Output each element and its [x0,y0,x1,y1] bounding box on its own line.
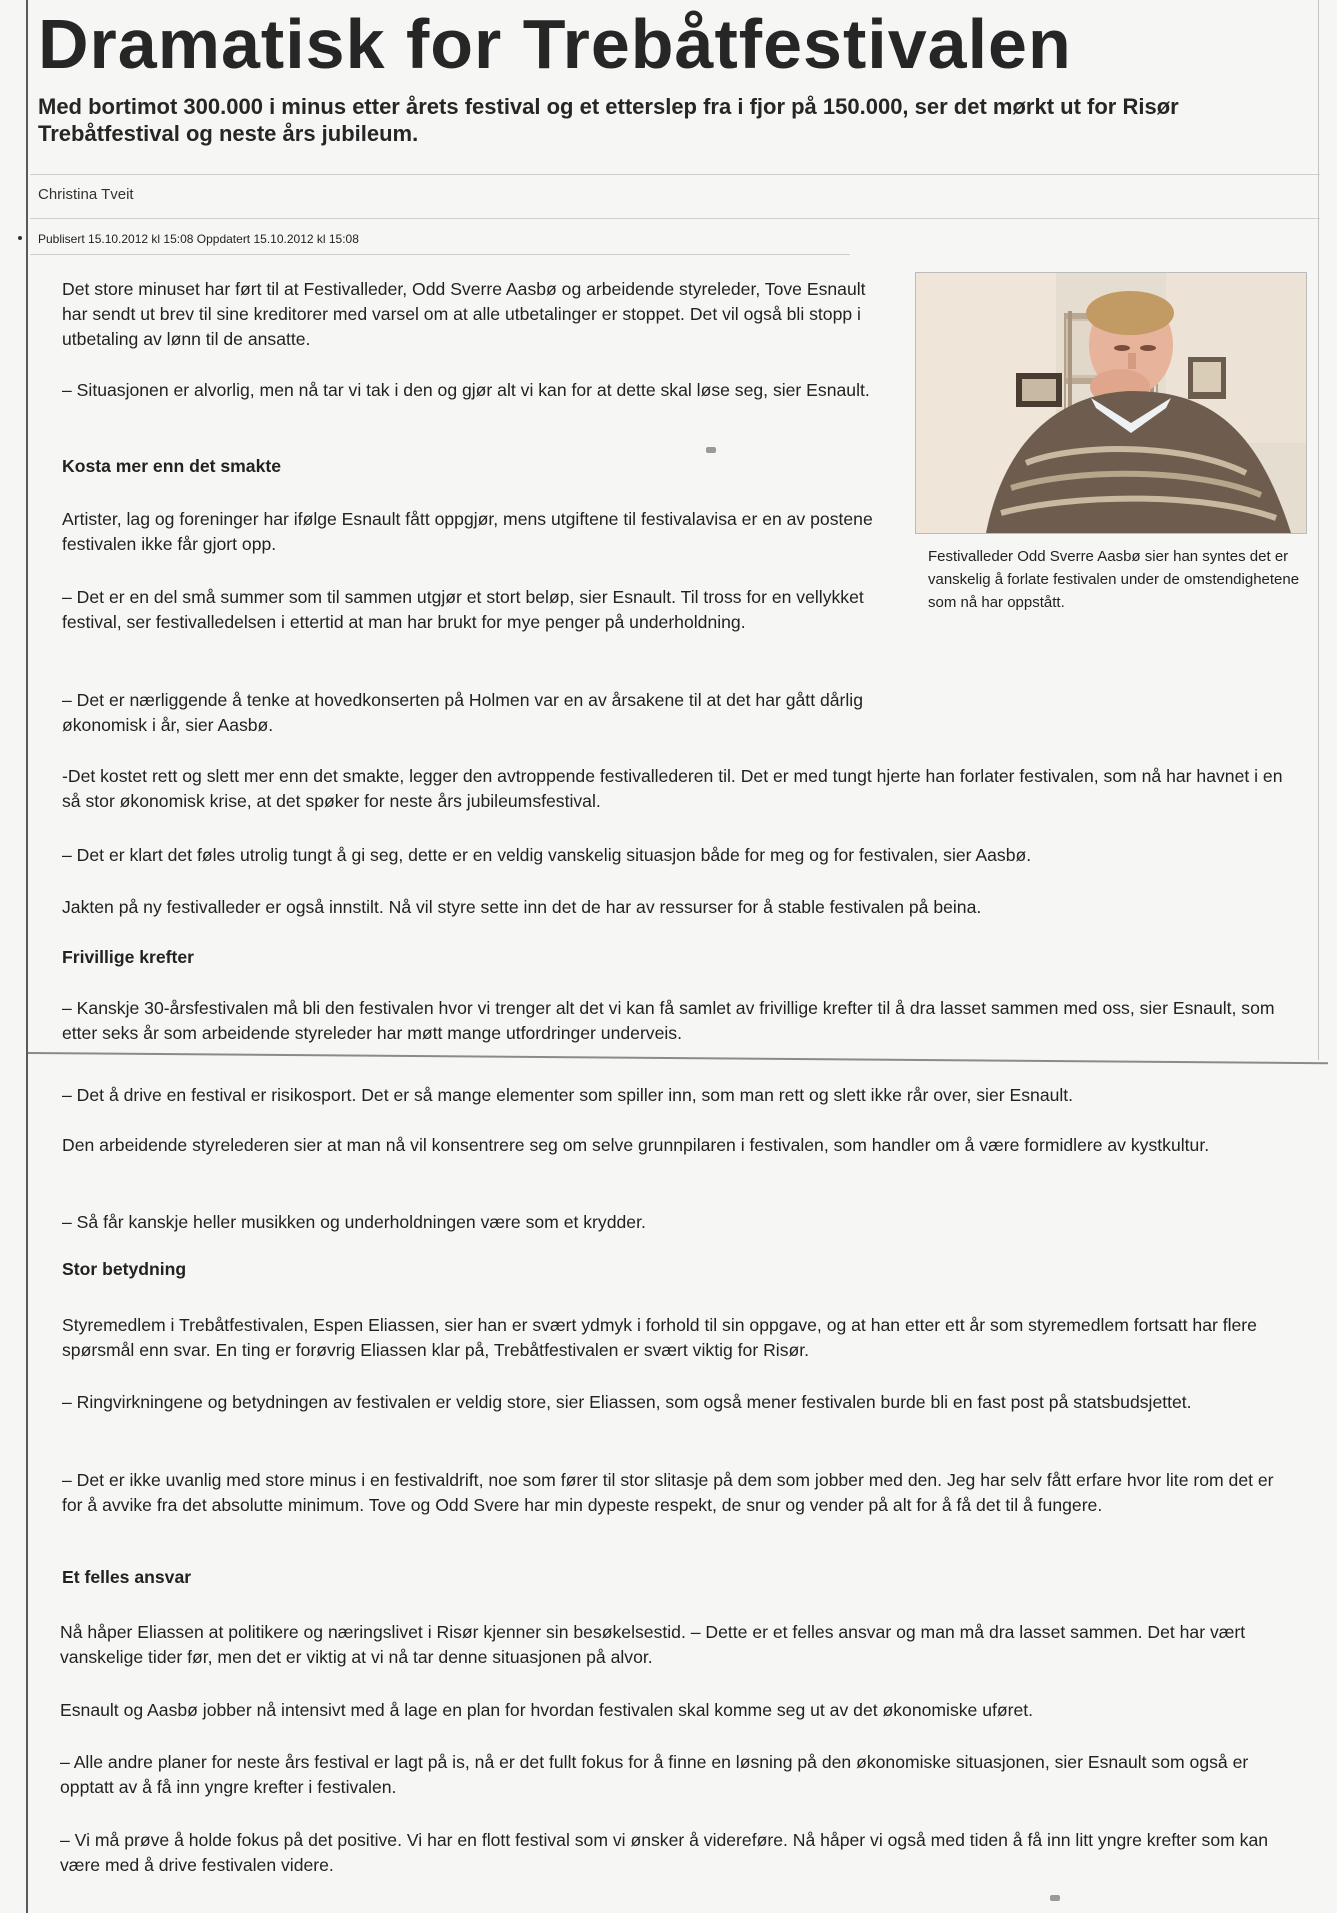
body-paragraph: – Alle andre planer for neste års festival er lagt på is, nå er det fullt fokus for å finne en løsning på den økonomiske situasjonen, sier Esnault som også er opptatt av å få inn yngre krefter i festivalen. [60,1752,1249,1797]
scan-speck [706,447,716,453]
article-headline: Dramatisk for Trebåtfestivalen [38,5,1072,83]
body-paragraph: Nå håper Eliassen at politikere og næringslivet i Risør kjenner sin besøkelsestid. – Dette er et felles ansvar og man må dra lasset sammen. Det har vært vanskelige tider før, men det er viktig at vi nå tar denne situasjonen på alvor. [60,1622,1246,1667]
divider [30,218,1320,219]
body-paragraph: -Det kostet rett og slett mer enn det smakte, legger den avtroppende festivallederen til. Det er med tungt hjerte han forlater festivalen, som nå har havnet i en så stor økonomisk krise, at det spøker for neste års jubileumsfestival. [62,766,1283,811]
body-paragraph: Det store minuset har ført til at Festivalleder, Odd Sverre Aasbø og arbeidende styreleder, Tove Esnault har sendt ut brev til sine kreditorer med varsel om at alle utbetalinger er stoppet. Det vil også bli stopp i utbetaling av lønn til de ansatte. [62,279,866,349]
body-paragraph: Artister, lag og foreninger har ifølge Esnault fått oppgjør, mens utgiftene til festivalavisa er en av postene festivalen ikke får gjort opp. [62,509,873,554]
body-paragraph: – Det er en del små summer som til sammen utgjør et stort beløp, sier Esnault. Til tross for en vellykket festival, ser festivalledelsen i ettertid at man har brukt for mye penger på underholdning. [62,587,864,632]
section-heading: Stor betydning [62,1259,187,1279]
body-paragraph: – Kanskje 30-årsfestivalen må bli den festivalen hvor vi trenger alt det vi kan få samlet av frivillige krefter til å dra lasset sammen med oss, sier Esnault, som etter seks år som arbeidende styreleder har møtt mange utfordringer underveis. [62,998,1275,1043]
article-lead: Med bortimot 300.000 i minus etter årets festival og et etterslep fra i fjor på 150.000, ser det mørkt ut for Risør Trebåtfestival og neste års jubileum. [38,94,1179,146]
body-paragraph: Jakten på ny festivalleder er også innstilt. Nå vil styre sette inn det de har av ressurser for å stable festivalen på beina. [62,897,982,917]
portrait-photo-icon [916,273,1306,533]
body-paragraph: – Det er klart det føles utrolig tungt å gi seg, dette er en veldig vanskelig situasjon både for meg og for festivalen, sier Aasbø. [62,845,1032,865]
right-margin-rule [1318,0,1319,1060]
section-heading: Frivillige krefter [62,947,195,967]
body-paragraph: – Situasjonen er alvorlig, men nå tar vi tak i den og gjør alt vi kan for at dette skal løse seg, sier Esnault. [62,380,870,400]
photo-caption: Festivalleder Odd Sverre Aasbø sier han syntes det er vanskelig å forlate festivalen under de omstendighetene som nå har oppstått. [928,548,1300,611]
body-paragraph: Den arbeidende styrelederen sier at man nå vil konsentrere seg om selve grunnpilaren i festivalen, som handler om å være formidlere av kystkultur. [62,1135,1210,1155]
body-paragraph: – Vi må prøve å holde fokus på det positive. Vi har en flott festival som vi ønsker å videreføre. Nå håper vi også med tiden å få inn litt yngre krefter som kan være med å drive festivalen videre. [60,1830,1269,1875]
left-margin-rule [26,0,28,1913]
body-paragraph: – Det å drive en festival er risikosport. Det er så mange elementer som spiller inn, som man rett og slett ikke rår over, sier Esnault. [62,1085,1074,1105]
divider [30,254,850,255]
section-heading: Kosta mer enn det smakte [62,456,282,476]
scan-fold-line [28,1052,1328,1064]
publish-dateline: Publisert 15.10.2012 kl 15:08 Oppdatert 15.10.2012 kl 15:08 [38,232,359,246]
body-paragraph: Styremedlem i Trebåtfestivalen, Espen Eliassen, sier han er svært ydmyk i forhold til sin oppgave, og at han etter ett år som styremedlem fortsatt har flere spørsmål enn svar. En ting er forøvrig Eliassen klar på, Trebåtfestivalen er svært viktig for Risør. [62,1315,1257,1360]
section-heading: Et felles ansvar [62,1567,192,1587]
body-paragraph: – Det er nærliggende å tenke at hovedkonserten på Holmen var en av årsakene til at det har gått dårlig økonomisk i år, sier Aasbø. [62,690,863,735]
body-paragraph: – Det er ikke uvanlig med store minus i en festivaldrift, noe som fører til stor slitasje på dem som jobber med den. Jeg har selv fått erfare hvor lite rom det er for å avvike fra det absolutte minimum. Tove og Odd Svere har min dypeste respekt, de snur og vender på alt for å få det til å fungere. [62,1470,1274,1515]
author-byline: Christina Tveit [38,186,134,203]
body-paragraph: – Så får kanskje heller musikken og underholdningen være som et krydder. [62,1212,646,1232]
body-paragraph: Esnault og Aasbø jobber nå intensivt med å lage en plan for hvordan festivalen skal komme seg ut av det økonomiske uføret. [60,1700,1034,1720]
portrait-photo [915,272,1307,534]
divider [30,174,1320,175]
scan-speck [1050,1895,1060,1901]
body-paragraph: – Ringvirkningene og betydningen av festivalen er veldig store, sier Eliassen, som også mener festivalen burde bli en fast post på statsbudsjettet. [62,1392,1192,1412]
scan-dot [18,236,22,240]
